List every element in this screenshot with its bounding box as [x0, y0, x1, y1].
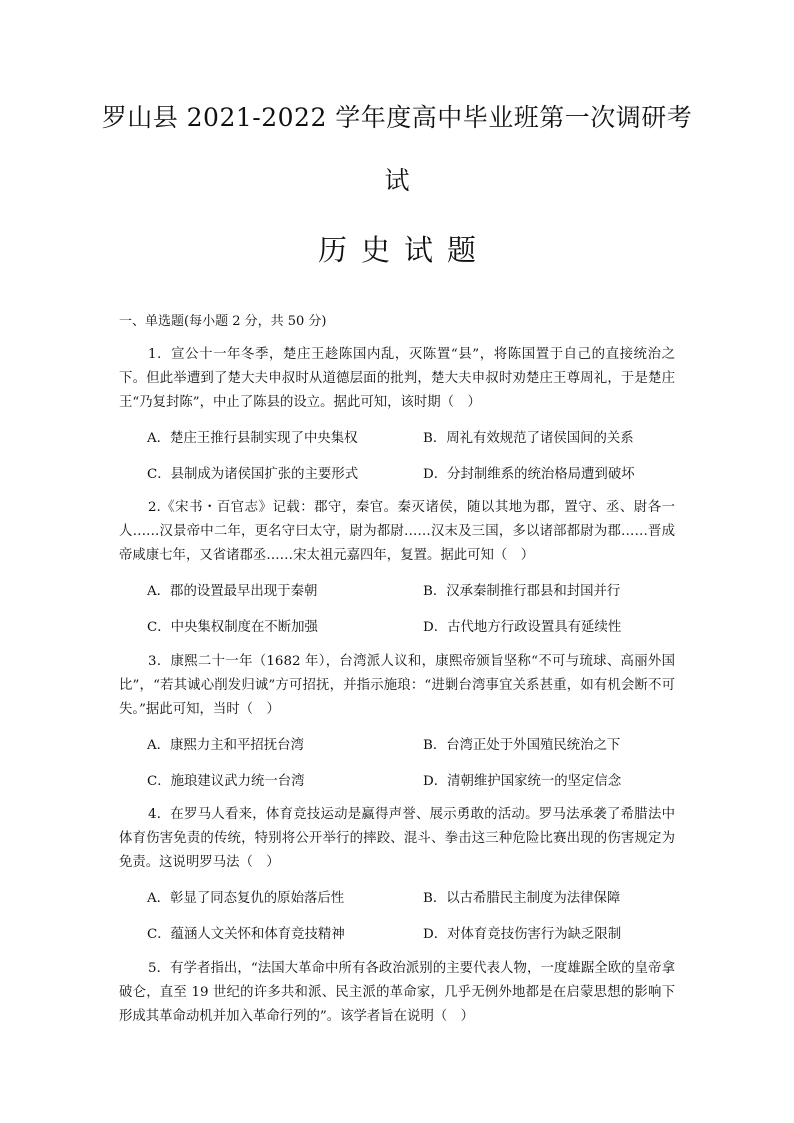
question-3-stem: 3．康熙二十一年（1682 年），台湾派人议和，康熙帝颁旨坚称“不可与琉球、高丽外国比”，“若其诚心削发归诚”方可招抚，并指示施琅：“进剿台湾事宜关系甚重，如有机会断不可失。”据此可知，当时（ ）	[119, 654, 675, 717]
exam-title-line2: 试	[384, 166, 410, 195]
question-1-option-a: A．楚庄王推行县制实现了中央集权	[147, 431, 358, 446]
question-2-option-c: C．中央集权制度在不断加强	[147, 620, 318, 635]
question-3-option-a: A．康熙力主和平招抚台湾	[147, 738, 304, 753]
question-2-option-a: A．郡的设置最早出现于秦朝	[147, 584, 318, 599]
question-1-option-c: C．县制成为诸侯国扩张的主要形式	[147, 467, 359, 482]
exam-title-line1: 罗山县 2021-2022 学年度高中毕业班第一次调研考	[101, 103, 693, 132]
question-3-option-c: C．施琅建议武力统一台湾	[147, 774, 305, 789]
question-4-option-b: B．以古希腊民主制度为法律保障	[423, 891, 621, 906]
question-2-stem: 2.《宋书・百官志》记载：郡守，秦官。秦灭诸侯，随以其地为郡，置守、丞、尉各一人……汉景帝中二年，更名守曰太守，尉为都尉……汉末及三国，多以诸部都尉为郡……晋成帝咸康七年，又省诸郡丞……宋太祖元嘉四年，复置。据此可知（ ）	[119, 500, 675, 563]
question-4-option-a: A．彰显了同态复仇的原始落后性	[147, 891, 345, 906]
question-4-stem: 4．在罗马人看来，体育竞技运动是赢得声誉、展示勇敢的活动。罗马法承袭了希腊法中体育伤害免责的传统，特别将公开举行的摔跤、混斗、拳击这三种危险比赛出现的伤害规定为免责。这说明罗马法（ ）	[119, 807, 675, 870]
question-1-option-b: B．周礼有效规范了诸侯国间的关系	[423, 431, 634, 446]
question-5-stem: 5．有学者指出，“法国大革命中所有各政治派别的主要代表人物，一度雄踞全欧的皇帝拿破仑，直至 19 世纪的许多共和派、民主派的革命家，几乎无例外地都是在启蒙思想的影响下形成其革命动机并加入革命行列的”。该学者旨在说明（ ）	[119, 961, 675, 1024]
subject-title: 历史试题	[317, 233, 490, 267]
question-4-option-d: D．对体育竞技伤害行为缺乏限制	[423, 927, 622, 942]
question-3-option-d: D．清朝维护国家统一的坚定信念	[423, 774, 622, 789]
question-1-stem: 1．宣公十一年冬季，楚庄王趁陈国内乱，灭陈置“县”，将陈国置于自己的直接统治之下。但此举遭到了楚大夫申叔时从道德层面的批判，楚大夫申叔时劝楚庄王尊周礼，于是楚庄王“乃复封陈”，中止了陈县的设立。据此可知，该时期（ ）	[119, 347, 675, 410]
question-2-option-d: D．古代地方行政设置具有延续性	[423, 620, 622, 635]
question-2-option-b: B．汉承秦制推行郡县和封国并行	[423, 584, 621, 599]
section-heading: 一、单选题(每小题 2 分，共 50 分)	[119, 314, 327, 329]
question-4-option-c: C．蕴涵人文关怀和体育竞技精神	[147, 927, 345, 942]
question-3-option-b: B．台湾正处于外国殖民统治之下	[423, 738, 621, 753]
question-1-option-d: D．分封制维系的统治格局遭到破坏	[423, 467, 635, 482]
